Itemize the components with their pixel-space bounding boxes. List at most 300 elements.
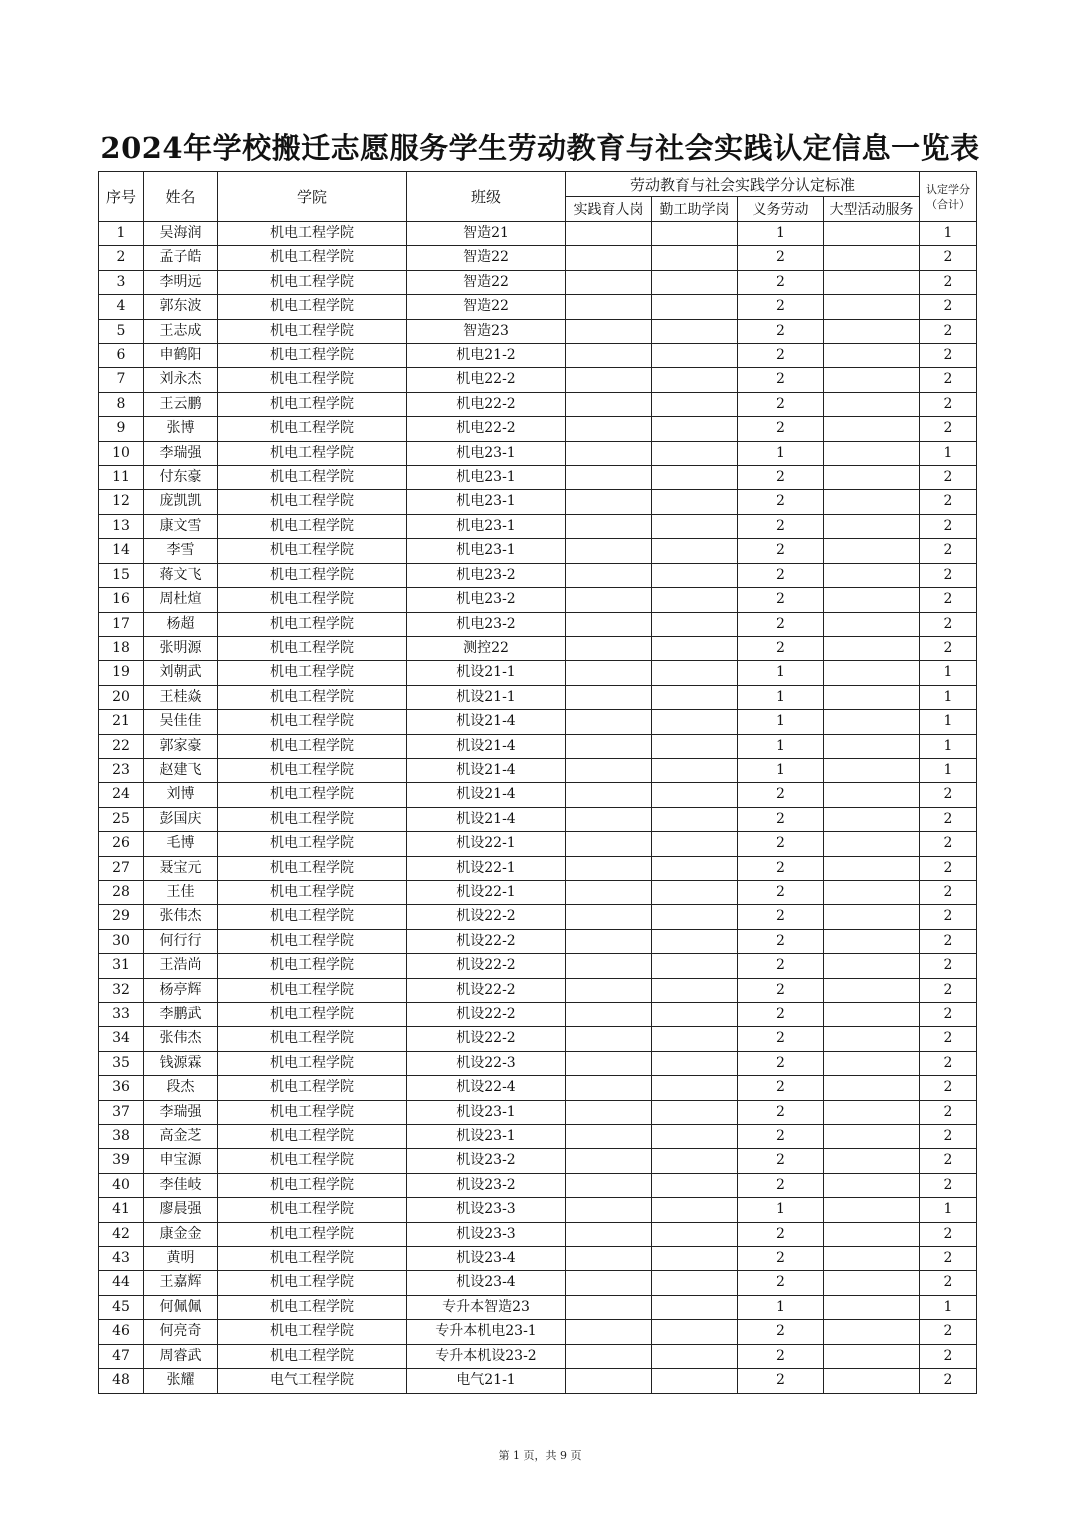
cell-index: 8: [99, 392, 144, 416]
cell-class: 机设22-2: [407, 978, 566, 1002]
cell-name: 廖晨强: [144, 1198, 218, 1222]
cell-practice: [566, 1369, 652, 1393]
table-row: [99, 539, 977, 563]
cell-name: 康文雪: [144, 514, 218, 538]
cell-name: 付东豪: [144, 466, 218, 490]
cell-total: 1: [920, 441, 977, 465]
cell-college: 机电工程学院: [218, 417, 407, 441]
cell-total: 2: [920, 856, 977, 880]
cell-college: 机电工程学院: [218, 832, 407, 856]
cell-work-study: [652, 1125, 738, 1149]
cell-index: 10: [99, 441, 144, 465]
cell-work-study: [652, 1222, 738, 1246]
cell-volunteer: 2: [738, 612, 824, 636]
cell-class: 机设23-4: [407, 1271, 566, 1295]
cell-college: 机电工程学院: [218, 929, 407, 953]
cell-index: 22: [99, 734, 144, 758]
cell-total: 2: [920, 1149, 977, 1173]
cell-volunteer: 2: [738, 1027, 824, 1051]
table-row: [99, 417, 977, 441]
cell-total: 1: [920, 685, 977, 709]
cell-event: [824, 588, 920, 612]
cell-volunteer: 2: [738, 832, 824, 856]
cell-event: [824, 905, 920, 929]
cell-practice: [566, 807, 652, 831]
cell-practice: [566, 929, 652, 953]
cell-event: [824, 710, 920, 734]
cell-college: 机电工程学院: [218, 270, 407, 294]
table-row: [99, 929, 977, 953]
cell-volunteer: 2: [738, 880, 824, 904]
cell-total: 2: [920, 1051, 977, 1075]
cell-total: 2: [920, 954, 977, 978]
cell-total: 2: [920, 368, 977, 392]
cell-volunteer: 1: [738, 441, 824, 465]
table-row: [99, 954, 977, 978]
cell-practice: [566, 1076, 652, 1100]
cell-college: 机电工程学院: [218, 758, 407, 782]
cell-event: [824, 783, 920, 807]
cell-total: 2: [920, 1247, 977, 1271]
cell-event: [824, 1003, 920, 1027]
cell-event: [824, 514, 920, 538]
cell-work-study: [652, 1344, 738, 1368]
cell-work-study: [652, 466, 738, 490]
cell-college: 电气工程学院: [218, 1369, 407, 1393]
cell-name: 王志成: [144, 319, 218, 343]
cell-college: 机电工程学院: [218, 295, 407, 319]
cell-practice: [566, 295, 652, 319]
cell-event: [824, 417, 920, 441]
header-event: 大型活动服务: [824, 197, 920, 222]
cell-name: 王桂焱: [144, 685, 218, 709]
cell-volunteer: 2: [738, 807, 824, 831]
cell-total: 2: [920, 1369, 977, 1393]
table-row: [99, 319, 977, 343]
cell-name: 王云鹏: [144, 392, 218, 416]
cell-practice: [566, 344, 652, 368]
cell-work-study: [652, 1051, 738, 1075]
cell-index: 21: [99, 710, 144, 734]
cell-volunteer: 2: [738, 466, 824, 490]
cell-work-study: [652, 710, 738, 734]
cell-name: 李瑞强: [144, 1100, 218, 1124]
cell-total: 2: [920, 344, 977, 368]
cell-class: 机设21-4: [407, 783, 566, 807]
cell-practice: [566, 1051, 652, 1075]
table-row: [99, 1320, 977, 1344]
cell-college: 机电工程学院: [218, 1320, 407, 1344]
table-row: [99, 1222, 977, 1246]
cell-total: 1: [920, 710, 977, 734]
cell-class: 机设23-1: [407, 1100, 566, 1124]
cell-work-study: [652, 295, 738, 319]
cell-work-study: [652, 1149, 738, 1173]
cell-index: 34: [99, 1027, 144, 1051]
cell-event: [824, 1027, 920, 1051]
header-standard-group: 劳动教育与社会实践学分认定标准: [566, 172, 920, 197]
cell-practice: [566, 222, 652, 246]
cell-name: 吴海润: [144, 222, 218, 246]
cell-name: 刘永杰: [144, 368, 218, 392]
cell-name: 杨亭辉: [144, 978, 218, 1002]
cell-total: 2: [920, 417, 977, 441]
cell-work-study: [652, 685, 738, 709]
cell-name: 蒋文飞: [144, 563, 218, 587]
cell-college: 机电工程学院: [218, 319, 407, 343]
cell-college: 机电工程学院: [218, 539, 407, 563]
cell-index: 33: [99, 1003, 144, 1027]
cell-event: [824, 563, 920, 587]
cell-practice: [566, 734, 652, 758]
cell-total: 1: [920, 661, 977, 685]
cell-index: 15: [99, 563, 144, 587]
table-row: [99, 246, 977, 270]
cell-index: 3: [99, 270, 144, 294]
cell-index: 45: [99, 1295, 144, 1319]
cell-total: 2: [920, 539, 977, 563]
cell-class: 机设21-1: [407, 661, 566, 685]
cell-name: 周杜煊: [144, 588, 218, 612]
cell-name: 申鹤阳: [144, 344, 218, 368]
cell-college: 机电工程学院: [218, 612, 407, 636]
cell-volunteer: 2: [738, 1051, 824, 1075]
cell-class: 机设22-2: [407, 954, 566, 978]
cell-total: 2: [920, 319, 977, 343]
cell-index: 37: [99, 1100, 144, 1124]
cell-practice: [566, 1027, 652, 1051]
cell-work-study: [652, 1369, 738, 1393]
cell-practice: [566, 1320, 652, 1344]
table-row: [99, 368, 977, 392]
cell-class: 机设22-2: [407, 1027, 566, 1051]
cell-class: 机设21-4: [407, 807, 566, 831]
table-row: [99, 905, 977, 929]
cell-event: [824, 1100, 920, 1124]
cell-practice: [566, 1271, 652, 1295]
cell-college: 机电工程学院: [218, 1125, 407, 1149]
cell-event: [824, 832, 920, 856]
cell-work-study: [652, 758, 738, 782]
cell-volunteer: 1: [738, 222, 824, 246]
table-row: [99, 710, 977, 734]
cell-class: 机设23-2: [407, 1149, 566, 1173]
cell-name: 何亮奇: [144, 1320, 218, 1344]
cell-index: 11: [99, 466, 144, 490]
cell-practice: [566, 270, 652, 294]
table-row: [99, 1076, 977, 1100]
cell-class: 机电23-2: [407, 588, 566, 612]
cell-event: [824, 1076, 920, 1100]
cell-total: 2: [920, 1125, 977, 1149]
cell-index: 48: [99, 1369, 144, 1393]
cell-event: [824, 856, 920, 880]
cell-index: 26: [99, 832, 144, 856]
cell-event: [824, 1247, 920, 1271]
cell-volunteer: 2: [738, 1173, 824, 1197]
table-row: [99, 1295, 977, 1319]
cell-volunteer: 2: [738, 344, 824, 368]
header-work-study: 勤工助学岗: [652, 197, 738, 222]
cell-college: 机电工程学院: [218, 978, 407, 1002]
cell-volunteer: 1: [738, 1198, 824, 1222]
cell-work-study: [652, 1076, 738, 1100]
cell-total: 2: [920, 514, 977, 538]
cell-event: [824, 929, 920, 953]
cell-college: 机电工程学院: [218, 734, 407, 758]
cell-total: 2: [920, 1173, 977, 1197]
cell-work-study: [652, 1003, 738, 1027]
cell-work-study: [652, 270, 738, 294]
cell-class: 机电23-1: [407, 514, 566, 538]
table-row: [99, 978, 977, 1002]
cell-college: 机电工程学院: [218, 1149, 407, 1173]
cell-volunteer: 1: [738, 758, 824, 782]
cell-index: 35: [99, 1051, 144, 1075]
cell-work-study: [652, 856, 738, 880]
table-row: [99, 612, 977, 636]
cell-total: 1: [920, 222, 977, 246]
cell-work-study: [652, 1271, 738, 1295]
cell-index: 32: [99, 978, 144, 1002]
cell-work-study: [652, 734, 738, 758]
cell-practice: [566, 368, 652, 392]
cell-work-study: [652, 392, 738, 416]
cell-index: 43: [99, 1247, 144, 1271]
cell-practice: [566, 880, 652, 904]
cell-college: 机电工程学院: [218, 514, 407, 538]
cell-index: 2: [99, 246, 144, 270]
cell-total: 2: [920, 807, 977, 831]
header-volunteer: 义务劳动: [738, 197, 824, 222]
cell-college: 机电工程学院: [218, 1100, 407, 1124]
cell-total: 2: [920, 246, 977, 270]
cell-total: 2: [920, 832, 977, 856]
cell-work-study: [652, 490, 738, 514]
cell-volunteer: 2: [738, 1320, 824, 1344]
cell-index: 25: [99, 807, 144, 831]
cell-college: 机电工程学院: [218, 1198, 407, 1222]
cell-practice: [566, 954, 652, 978]
cell-college: 机电工程学院: [218, 1247, 407, 1271]
cell-class: 机设21-4: [407, 758, 566, 782]
cell-practice: [566, 1247, 652, 1271]
cell-total: 2: [920, 783, 977, 807]
table-row: [99, 1027, 977, 1051]
cell-event: [824, 1051, 920, 1075]
cell-college: 机电工程学院: [218, 783, 407, 807]
table-row: [99, 1369, 977, 1393]
cell-event: [824, 1295, 920, 1319]
cell-index: 30: [99, 929, 144, 953]
cell-name: 王嘉辉: [144, 1271, 218, 1295]
cell-practice: [566, 441, 652, 465]
cell-index: 23: [99, 758, 144, 782]
cell-work-study: [652, 832, 738, 856]
cell-practice: [566, 588, 652, 612]
cell-practice: [566, 783, 652, 807]
cell-index: 20: [99, 685, 144, 709]
cell-event: [824, 295, 920, 319]
cell-college: 机电工程学院: [218, 466, 407, 490]
cell-college: 机电工程学院: [218, 368, 407, 392]
table-row: [99, 1125, 977, 1149]
cell-practice: [566, 392, 652, 416]
credit-table: [98, 171, 977, 1394]
cell-total: 1: [920, 1198, 977, 1222]
cell-work-study: [652, 1027, 738, 1051]
cell-total: 2: [920, 1320, 977, 1344]
cell-work-study: [652, 807, 738, 831]
cell-event: [824, 539, 920, 563]
table-row: [99, 222, 977, 246]
cell-practice: [566, 1344, 652, 1368]
cell-volunteer: 2: [738, 563, 824, 587]
cell-volunteer: 2: [738, 270, 824, 294]
cell-work-study: [652, 368, 738, 392]
cell-class: 智造23: [407, 319, 566, 343]
cell-practice: [566, 319, 652, 343]
cell-college: 机电工程学院: [218, 1076, 407, 1100]
cell-name: 周睿武: [144, 1344, 218, 1368]
cell-college: 机电工程学院: [218, 1295, 407, 1319]
cell-total: 1: [920, 734, 977, 758]
cell-event: [824, 246, 920, 270]
cell-volunteer: 2: [738, 1369, 824, 1393]
cell-practice: [566, 685, 652, 709]
cell-practice: [566, 1295, 652, 1319]
cell-name: 刘朝武: [144, 661, 218, 685]
table-row: [99, 807, 977, 831]
cell-event: [824, 734, 920, 758]
cell-total: 2: [920, 929, 977, 953]
table-row: [99, 563, 977, 587]
cell-name: 李雪: [144, 539, 218, 563]
cell-work-study: [652, 612, 738, 636]
cell-index: 12: [99, 490, 144, 514]
cell-event: [824, 954, 920, 978]
cell-practice: [566, 539, 652, 563]
cell-index: 24: [99, 783, 144, 807]
cell-event: [824, 222, 920, 246]
cell-volunteer: 2: [738, 1076, 824, 1100]
cell-name: 李鹏武: [144, 1003, 218, 1027]
cell-volunteer: 2: [738, 1247, 824, 1271]
cell-total: 2: [920, 1100, 977, 1124]
table-row: [99, 466, 977, 490]
cell-college: 机电工程学院: [218, 344, 407, 368]
cell-class: 专升本机电23-1: [407, 1320, 566, 1344]
cell-event: [824, 1320, 920, 1344]
cell-class: 机设22-1: [407, 856, 566, 880]
cell-event: [824, 685, 920, 709]
cell-event: [824, 636, 920, 660]
cell-college: 机电工程学院: [218, 1003, 407, 1027]
cell-name: 高金芝: [144, 1125, 218, 1149]
cell-name: 钱源霖: [144, 1051, 218, 1075]
cell-practice: [566, 978, 652, 1002]
cell-total: 1: [920, 758, 977, 782]
cell-work-study: [652, 441, 738, 465]
cell-event: [824, 880, 920, 904]
header-total-line1: 认定学分: [926, 182, 971, 196]
cell-class: 机设23-4: [407, 1247, 566, 1271]
cell-volunteer: 2: [738, 1125, 824, 1149]
table-row: [99, 734, 977, 758]
cell-index: 47: [99, 1344, 144, 1368]
cell-class: 机设23-3: [407, 1222, 566, 1246]
cell-practice: [566, 856, 652, 880]
cell-college: 机电工程学院: [218, 1027, 407, 1051]
cell-total: 1: [920, 1295, 977, 1319]
cell-work-study: [652, 246, 738, 270]
cell-index: 40: [99, 1173, 144, 1197]
cell-total: 2: [920, 270, 977, 294]
cell-work-study: [652, 344, 738, 368]
cell-college: 机电工程学院: [218, 1222, 407, 1246]
cell-volunteer: 2: [738, 636, 824, 660]
cell-class: 机设21-4: [407, 710, 566, 734]
cell-index: 41: [99, 1198, 144, 1222]
cell-work-study: [652, 1198, 738, 1222]
header-index: 序号: [99, 172, 144, 222]
cell-work-study: [652, 588, 738, 612]
cell-total: 2: [920, 1003, 977, 1027]
cell-name: 郭东波: [144, 295, 218, 319]
cell-class: 机电23-1: [407, 441, 566, 465]
cell-total: 2: [920, 978, 977, 1002]
cell-index: 6: [99, 344, 144, 368]
cell-index: 5: [99, 319, 144, 343]
table-row: [99, 832, 977, 856]
cell-college: 机电工程学院: [218, 1344, 407, 1368]
page-title: 2024年学校搬迁志愿服务学生劳动教育与社会实践认定信息一览表: [100, 131, 980, 165]
cell-work-study: [652, 636, 738, 660]
cell-event: [824, 612, 920, 636]
cell-work-study: [652, 319, 738, 343]
cell-college: 机电工程学院: [218, 246, 407, 270]
cell-name: 彭国庆: [144, 807, 218, 831]
cell-college: 机电工程学院: [218, 563, 407, 587]
cell-index: 16: [99, 588, 144, 612]
cell-event: [824, 1271, 920, 1295]
cell-name: 聂宝元: [144, 856, 218, 880]
header-class: 班级: [407, 172, 566, 222]
table-row: [99, 295, 977, 319]
cell-name: 孟子皓: [144, 246, 218, 270]
cell-name: 赵建飞: [144, 758, 218, 782]
cell-name: 吴佳佳: [144, 710, 218, 734]
table-row: [99, 1247, 977, 1271]
cell-name: 刘博: [144, 783, 218, 807]
cell-class: 机电23-1: [407, 466, 566, 490]
table-row: [99, 1198, 977, 1222]
cell-work-study: [652, 1320, 738, 1344]
cell-college: 机电工程学院: [218, 685, 407, 709]
cell-name: 庞凯凯: [144, 490, 218, 514]
cell-name: 李明远: [144, 270, 218, 294]
cell-index: 9: [99, 417, 144, 441]
cell-total: 2: [920, 295, 977, 319]
cell-volunteer: 2: [738, 954, 824, 978]
cell-volunteer: 1: [738, 734, 824, 758]
cell-event: [824, 368, 920, 392]
cell-index: 19: [99, 661, 144, 685]
cell-total: 2: [920, 1222, 977, 1246]
cell-volunteer: 2: [738, 588, 824, 612]
table-row: [99, 1344, 977, 1368]
cell-volunteer: 2: [738, 1344, 824, 1368]
